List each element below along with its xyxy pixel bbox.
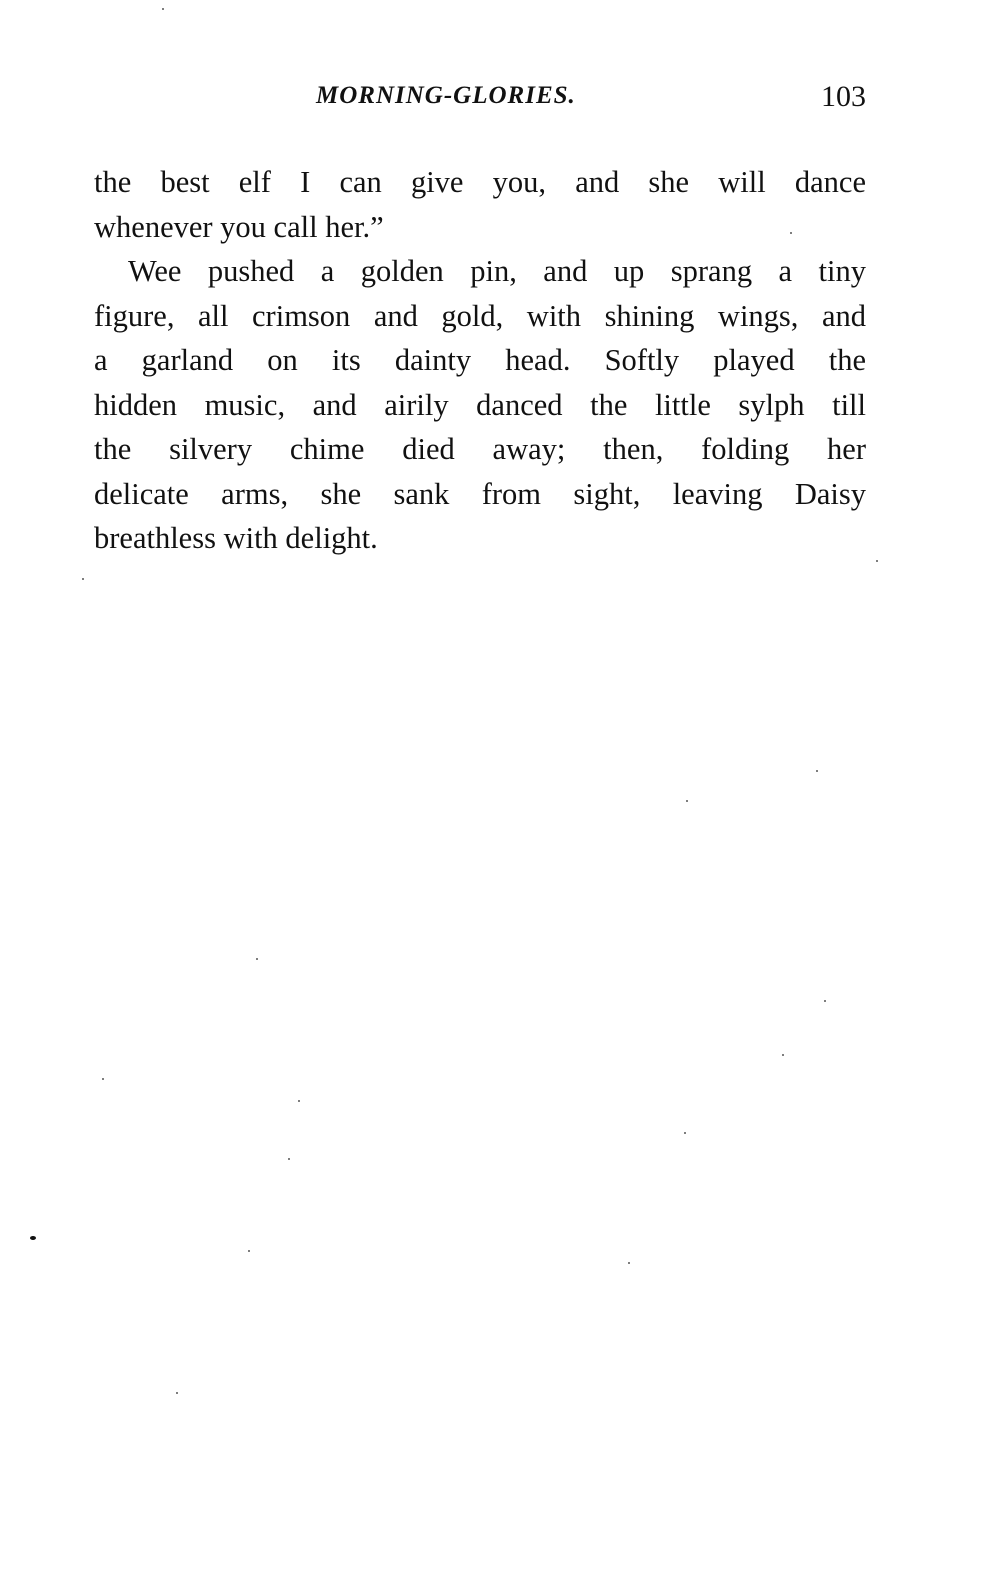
scan-speck [686,800,688,802]
scan-speck [248,1250,250,1252]
text-line: hidden music, and airily danced the little sylph till [94,387,866,422]
scan-speck [288,1158,290,1160]
running-title: MORNING-GLORIES. [316,82,576,109]
paragraph [94,249,866,561]
scan-speck [824,1000,826,1002]
text-line: Wee pushed a golden pin, and up sprang a tiny [128,254,866,288]
scan-speck [628,1262,630,1264]
scan-speck [176,1392,178,1394]
paragraph-continued [94,160,866,249]
scan-speck [162,8,164,10]
scan-speck [30,1236,36,1240]
scan-speck [782,1054,784,1056]
scan-speck [816,770,818,772]
scan-speck [876,560,878,562]
text-line: a garland on its dainty head. Softly played the [94,343,866,377]
text-line: delicate arms, she sank from sight, leaving Daisy [94,476,866,511]
scan-speck [102,1078,104,1080]
page-number: 103 [821,80,866,113]
scan-speck [256,958,258,960]
scan-speck [82,578,84,580]
scan-speck [790,232,792,234]
body-text [94,160,866,561]
text-line: breathless with delight. [94,521,378,555]
text-line: whenever you call her.” [94,209,384,244]
text-line: figure, all crimson and gold, with shining wings, and [94,298,866,333]
scan-speck [298,1100,300,1102]
running-head [94,82,866,122]
scan-speck [684,1132,686,1134]
text-line: the silvery chime died away; then, folding her [94,432,866,466]
text-line: the best elf I can give you, and she will dance [94,165,866,199]
